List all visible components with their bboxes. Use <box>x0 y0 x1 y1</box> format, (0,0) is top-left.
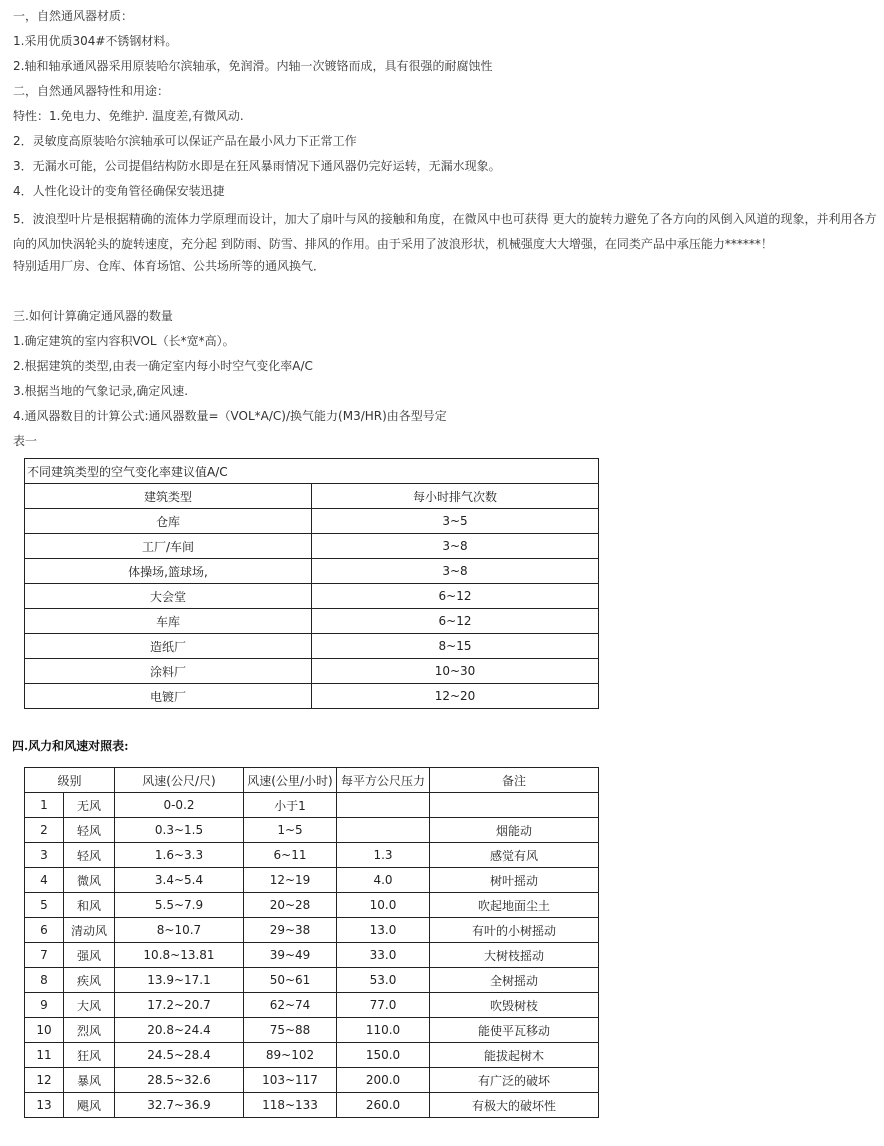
table-cell: 89~102 <box>244 1043 337 1068</box>
table-cell: 28.5~32.6 <box>115 1068 244 1093</box>
table-cell: 7 <box>25 943 64 968</box>
table-cell: 8 <box>25 968 64 993</box>
table-cell: 烟能动 <box>430 818 599 843</box>
column-header: 每平方公尺压力 <box>337 768 430 793</box>
table-cell: 10.8~13.81 <box>115 943 244 968</box>
table-cell: 4 <box>25 868 64 893</box>
table-cell: 12~19 <box>244 868 337 893</box>
table-cell: 2 <box>25 818 64 843</box>
table-cell: 5 <box>25 893 64 918</box>
table-cell: 20.8~24.4 <box>115 1018 244 1043</box>
table-cell: 118~133 <box>244 1093 337 1118</box>
table-cell: 8~10.7 <box>115 918 244 943</box>
calc-step-2: 2.根据建筑的类型,由表一确定室内每小时空气变化率A/C <box>13 359 313 373</box>
table-cell: 1.6~3.3 <box>115 843 244 868</box>
table-row <box>25 534 599 559</box>
table-cell: 车库 <box>25 609 312 634</box>
table-row <box>25 943 599 968</box>
feature-line-3: 3．无漏水可能，公司提倡结构防水即是在狂风暴雨情况下通风器仍完好运转，无漏水现象。 <box>13 159 501 173</box>
table-cell: 无风 <box>64 793 115 818</box>
table-cell <box>337 793 430 818</box>
table-row <box>25 659 599 684</box>
table-row <box>25 843 599 868</box>
air-change-table <box>24 458 599 709</box>
column-header: 每小时排气次数 <box>312 484 599 509</box>
table-cell: 9 <box>25 993 64 1018</box>
table-cell <box>430 793 599 818</box>
table-cell: 小于1 <box>244 793 337 818</box>
table-cell: 轻风 <box>64 818 115 843</box>
table-cell: 5.5~7.9 <box>115 893 244 918</box>
table-cell: 电镀厂 <box>25 684 312 709</box>
table-cell: 能拔起树木 <box>430 1043 599 1068</box>
usage-line: 特别适用厂房、仓库、体育场馆、公共场所等的通风换气． <box>13 259 326 273</box>
table-cell: 烈风 <box>64 1018 115 1043</box>
calc-step-4: 4.通风器数目的计算公式:通风器数量=（VOL*A/C)/换气能力(M3/HR)由各型号定 <box>13 409 447 423</box>
material-line-2: 2.轴和轴承通风器采用原装哈尔滨轴承，免润滑。内轴一次镀铬而成，具有很强的耐腐蚀性 <box>13 59 493 73</box>
table-cell: 吹毁树枝 <box>430 993 599 1018</box>
table-row <box>25 684 599 709</box>
section3-heading: 三.如何计算确定通风器的数量 <box>13 309 173 323</box>
table-cell: 8~15 <box>312 634 599 659</box>
table-cell: 77.0 <box>337 993 430 1018</box>
table-cell: 3 <box>25 843 64 868</box>
table-row <box>25 459 599 484</box>
table-cell: 103~117 <box>244 1068 337 1093</box>
table-row <box>25 609 599 634</box>
table-cell: 造纸厂 <box>25 634 312 659</box>
table-cell: 暴风 <box>64 1068 115 1093</box>
table-cell: 50~61 <box>244 968 337 993</box>
table-cell: 6~12 <box>312 609 599 634</box>
table-row <box>25 559 599 584</box>
table-cell: 感觉有风 <box>430 843 599 868</box>
feature-line-1: 特性：1.免电力、免维护. 温度差,有微风动. <box>13 109 244 123</box>
table-cell: 4.0 <box>337 868 430 893</box>
table-cell: 32.7~36.9 <box>115 1093 244 1118</box>
calc-step-3: 3.根据当地的气象记录,确定风速. <box>13 384 189 398</box>
table-row <box>25 1043 599 1068</box>
table-row <box>25 868 599 893</box>
table-cell: 1 <box>25 793 64 818</box>
table-cell: 大会堂 <box>25 584 312 609</box>
table-cell: 150.0 <box>337 1043 430 1068</box>
table-row <box>25 1068 599 1093</box>
material-line-1: 1.采用优质304#不锈钢材料。 <box>13 34 178 48</box>
column-header: 级别 <box>25 768 115 793</box>
table-cell: 树叶摇动 <box>430 868 599 893</box>
table-cell: 飓风 <box>64 1093 115 1118</box>
table-cell: 39~49 <box>244 943 337 968</box>
table-cell: 大树枝摇动 <box>430 943 599 968</box>
table-row <box>25 509 599 534</box>
table-cell: 110.0 <box>337 1018 430 1043</box>
table-cell: 涂料厂 <box>25 659 312 684</box>
table-cell: 10 <box>25 1018 64 1043</box>
table-cell: 53.0 <box>337 968 430 993</box>
table-cell: 13.0 <box>337 918 430 943</box>
section1-heading: 一，自然通风器材质： <box>13 9 134 23</box>
table-cell: 11 <box>25 1043 64 1068</box>
table-cell: 1~5 <box>244 818 337 843</box>
table-cell: 有极大的破坏性 <box>430 1093 599 1118</box>
table-cell: 33.0 <box>337 943 430 968</box>
table-cell: 12~20 <box>312 684 599 709</box>
table-cell: 疾风 <box>64 968 115 993</box>
feature-line-4: 4．人性化设计的变角管径确保安装迅捷 <box>13 184 225 198</box>
table-row <box>25 584 599 609</box>
table-cell: 3~8 <box>312 534 599 559</box>
table-row <box>25 1018 599 1043</box>
table-row <box>25 634 599 659</box>
table-cell: 清动风 <box>64 918 115 943</box>
table-cell: 工厂/车间 <box>25 534 312 559</box>
table-cell: 狂风 <box>64 1043 115 1068</box>
table-header-row <box>25 484 599 509</box>
table1-label: 表一 <box>13 434 38 448</box>
table-cell: 24.5~28.4 <box>115 1043 244 1068</box>
table-cell: 20~28 <box>244 893 337 918</box>
table-row <box>25 1093 599 1118</box>
table-cell: 0-0.2 <box>115 793 244 818</box>
column-header: 建筑类型 <box>25 484 312 509</box>
table-cell: 微风 <box>64 868 115 893</box>
table-row <box>25 818 599 843</box>
table-cell: 有广泛的破坏 <box>430 1068 599 1093</box>
table-caption: 不同建筑类型的空气变化率建议值A/C <box>25 459 599 484</box>
table-row <box>25 893 599 918</box>
table-cell: 3~5 <box>312 509 599 534</box>
table-cell: 62~74 <box>244 993 337 1018</box>
wind-scale-table <box>24 767 599 1118</box>
table-cell: 6 <box>25 918 64 943</box>
calc-step-1: 1.确定建筑的室内容积VOL（长*宽*高）。 <box>13 334 235 348</box>
feature-line-2: 2．灵敏度高原装哈尔滨轴承可以保证产品在最小风力下正常工作 <box>13 134 357 148</box>
table-header-row <box>25 768 599 793</box>
table-cell: 能使平瓦移动 <box>430 1018 599 1043</box>
table-row <box>25 918 599 943</box>
section4-heading: 四.风力和风速对照表: <box>12 739 129 753</box>
table-cell: 强风 <box>64 943 115 968</box>
column-header: 风速(公里/小时) <box>244 768 337 793</box>
feature-line-5: 5．波浪型叶片是根据精确的流体力学原理而设计，加大了扇叶与风的接触和角度，在微风中也可获得 更大的旋转力避免了各方向的风倒入风道的现象，并利用各方向的风加快涡轮头的旋转速度，充分起 到防雨、防雪、排风的作用。由于采用了波浪形状，机械强度大大增强，在同类产品中承压能力******！ <box>13 212 877 251</box>
table-cell: 260.0 <box>337 1093 430 1118</box>
table-cell: 3~8 <box>312 559 599 584</box>
table-cell: 75~88 <box>244 1018 337 1043</box>
table-cell: 和风 <box>64 893 115 918</box>
table-cell: 全树摇动 <box>430 968 599 993</box>
table-cell: 1.3 <box>337 843 430 868</box>
table-row <box>25 968 599 993</box>
table-cell: 6~12 <box>312 584 599 609</box>
table-cell: 有叶的小树摇动 <box>430 918 599 943</box>
table-cell: 13 <box>25 1093 64 1118</box>
table-cell: 17.2~20.7 <box>115 993 244 1018</box>
table-cell: 吹起地面尘土 <box>430 893 599 918</box>
table-cell: 大风 <box>64 993 115 1018</box>
table-cell: 仓库 <box>25 509 312 534</box>
section2-heading: 二，自然通风器特性和用途： <box>13 84 170 98</box>
table-cell: 10~30 <box>312 659 599 684</box>
table-cell: 12 <box>25 1068 64 1093</box>
table-cell: 200.0 <box>337 1068 430 1093</box>
table-cell: 0.3~1.5 <box>115 818 244 843</box>
table-cell: 29~38 <box>244 918 337 943</box>
column-header: 备注 <box>430 768 599 793</box>
table-row <box>25 993 599 1018</box>
table-cell: 6~11 <box>244 843 337 868</box>
table-cell: 3.4~5.4 <box>115 868 244 893</box>
table-cell: 轻风 <box>64 843 115 868</box>
table-row <box>25 793 599 818</box>
table-cell: 13.9~17.1 <box>115 968 244 993</box>
table-cell <box>337 818 430 843</box>
column-header: 风速(公尺/尺) <box>115 768 244 793</box>
table-cell: 体操场,篮球场, <box>25 559 312 584</box>
table-cell: 10.0 <box>337 893 430 918</box>
